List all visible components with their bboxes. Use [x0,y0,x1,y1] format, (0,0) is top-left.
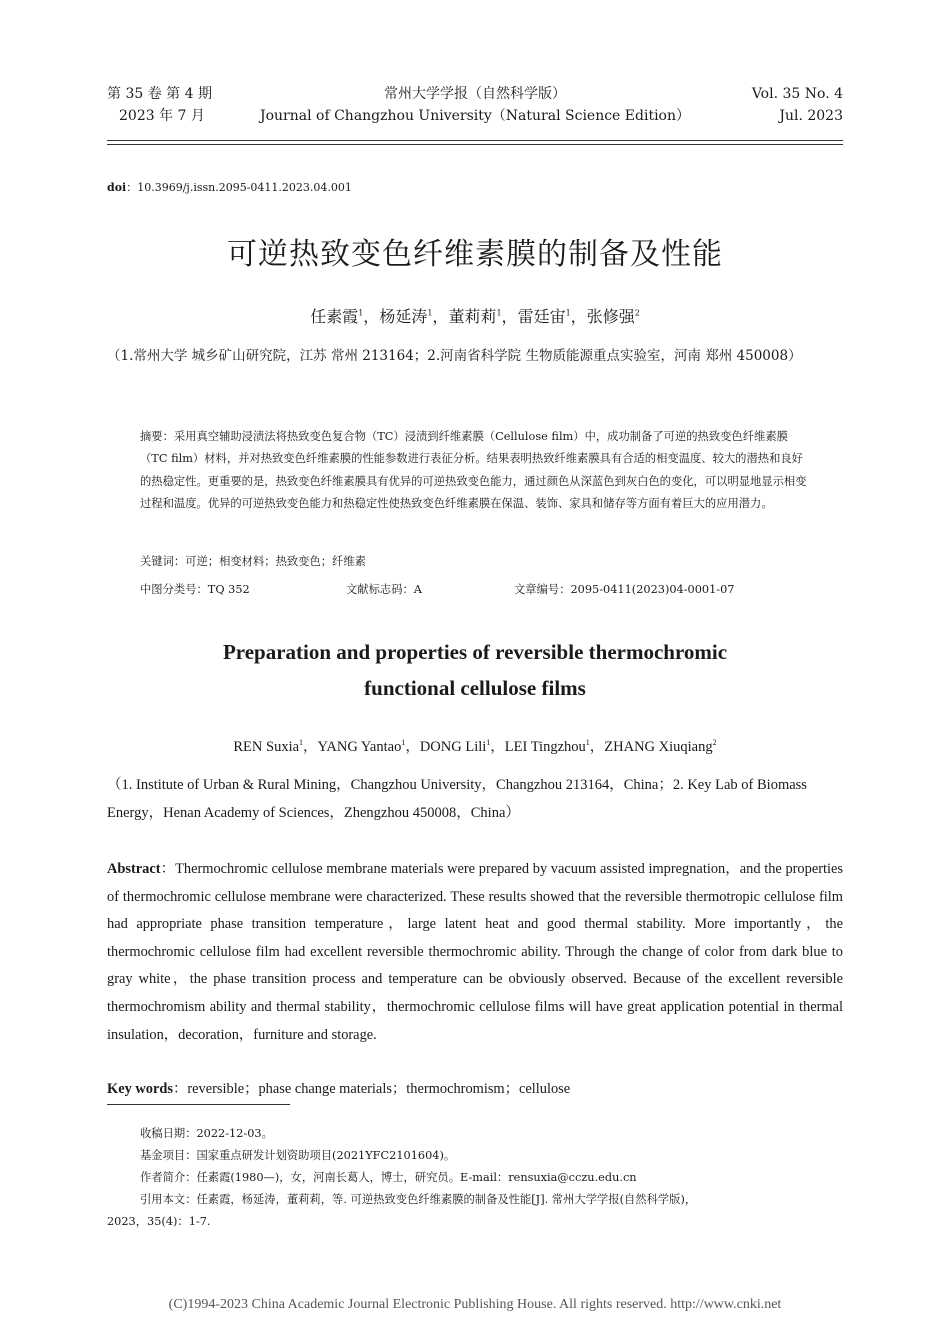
authors-cn [107,304,843,327]
author-en: LEI Tingzhou [504,739,586,755]
author-aff: 1 [358,308,364,318]
author-sep: ， [405,739,420,755]
journal-name-cn: 常州大学学报（自然科学版） [384,86,566,102]
affiliation-en: （1. Institute of Urban & Rural Mining，Changzhou University，Changzhou 213164，China；2. Key Lab of Biomass Energy，Henan Academy of Sciences，Zhengzhou 450008，China） [107,777,807,821]
title-en-line1: Preparation and properties of reversible thermochromic [222,640,728,664]
author-aff: 1 [486,738,491,748]
author-sep: ， [589,739,605,755]
footnote-received: 收稿日期：2022-12-03。 [140,1127,273,1140]
author-cn: 董莉莉 [448,307,497,326]
title-cn: 可逆热致变色纤维素膜的制备及性能 [227,237,723,272]
keywords-en-label: Key words [107,1081,173,1097]
footnote-author-bio: 作者简介：任素霞(1980—)，女，河南长葛人，博士，研究员。E-mail：rensuxia@cczu.edu.cn [140,1171,637,1184]
citation-line1: 引用本文：任素霞，杨延涛，董莉莉，等. 可逆热致变色纤维素膜的制备及性能[J]. 常州大学学报(自然科学版)， [140,1193,697,1206]
keywords-en [107,1077,570,1098]
abstract-en-text: ：Thermochromic cellulose membrane materials were prepared by vacuum assisted impregnation，and the properties of thermochromic cellulose membrane were characterized. These results showed that the reversible thermotropic cellulose film had appropriate phase transition temperature，large latent heat and good thermal stability. More importantly，the thermochromic cellulose film had excellent reversible thermochromic ability. Through the change of color from dark blue to gray white，the phase transition process and temperature can be obviously observed. Because of the excellent reversible thermochromism ability and thermal stability，thermochromic cellulose films will have great application potential in thermal insulation，decoration，furniture and storage. [107,861,843,1043]
author-sep: ， [363,307,380,326]
author-aff: 1 [496,308,502,318]
author-cn: 雷廷宙 [517,307,566,326]
author-aff: 1 [401,738,406,748]
author-aff: 1 [427,308,433,318]
author-sep: ， [432,307,449,326]
keywords-en-text: ：reversible；phase change materials；thermochromism；cellulose [172,1081,571,1097]
author-aff: 2 [634,308,640,318]
keywords-cn: 关键词：可逆；相变材料；热致变色；纤维素 [140,555,366,568]
author-cn: 杨延涛 [379,307,428,326]
class-number: 中图分类号：TQ 352 [140,583,250,596]
author-cn: 任素霞 [310,307,359,326]
footnote-fund: 基金项目：国家重点研发计划资助项目(2021YFC2101604)。 [140,1149,456,1162]
authors-en [107,735,843,756]
header-date: 2023 年 7 月 [119,108,205,124]
header-volume-en [752,83,843,127]
abstract-en-label: Abstract [107,861,161,877]
author-en: ZHANG Xiuqiang [604,739,713,755]
header-journal [250,83,700,127]
article-number: 文章编号：2095-0411(2023)04-0001-07 [514,583,735,596]
author-sep: ， [570,307,587,326]
header-volume-issue: 第 35 卷 第 4 期 [107,86,212,102]
author-aff: 2 [712,738,717,748]
title-en-line2: functional cellulose films [364,676,586,700]
header-issue [107,83,212,127]
footnote-citation [107,1189,845,1233]
citation-line2: 2023，35(4)：1-7. [107,1215,211,1228]
author-sep: ， [490,739,505,755]
header-rule-bottom [107,144,843,145]
author-aff: 1 [299,738,304,748]
header-vol-no: Vol. 35 No. 4 [751,86,843,102]
affiliation-cn: （1.常州大学 城乡矿山研究院，江苏 常州 213164；2.河南省科学院 生物质能源重点实验室，河南 郑州 450008） [107,348,802,364]
author-aff: 1 [585,738,590,748]
author-cn: 张修强 [586,307,635,326]
document-code: 文献标志码：A [346,583,422,596]
title-en [107,634,843,706]
abstract-en [107,856,843,1049]
author-sep: ， [303,739,318,755]
author-aff: 1 [565,308,571,318]
footnote-rule [107,1104,290,1105]
author-en: YANG Yantao [317,739,402,755]
classification-row [140,581,812,603]
doi-line [107,179,352,195]
author-sep: ， [501,307,518,326]
author-en: DONG Lili [419,739,487,755]
header-rule-top [107,140,843,141]
header-month-year: Jul. 2023 [779,108,843,124]
doi-label: doi [107,181,127,194]
copyright-notice: (C)1994-2023 China Academic Journal Electronic Publishing House. All rights reserved. http://www.cnki.net [168,1297,782,1312]
abstract-cn: 摘要：采用真空辅助浸渍法将热致变色复合物（TC）浸渍到纤维素膜（Cellulose film）中，成功制备了可逆的热致变色纤维素膜（TC film）材料，并对热致变色纤维素膜的性能参数进行表征分析。结果表明热致纤维素膜具有合适的相变温度、较大的潜热和良好的热稳定性。更重要的是，热致变色纤维素膜具有优异的可逆热致变色能力，通过颜色从深蓝色到灰白色的变化，可以明显地显示相变过程和温度。优异的可逆热致变色能力和热稳定性使热致变色纤维素膜在保温、装饰、家具和储存等方面有着巨大的应用潜力。 [140,430,807,511]
doi-value: ：10.3969/j.issn.2095-0411.2023.04.001 [126,181,352,194]
journal-name-en: Journal of Changzhou University（Natural Science Edition） [259,108,691,124]
author-en: REN Suxia [233,739,300,755]
